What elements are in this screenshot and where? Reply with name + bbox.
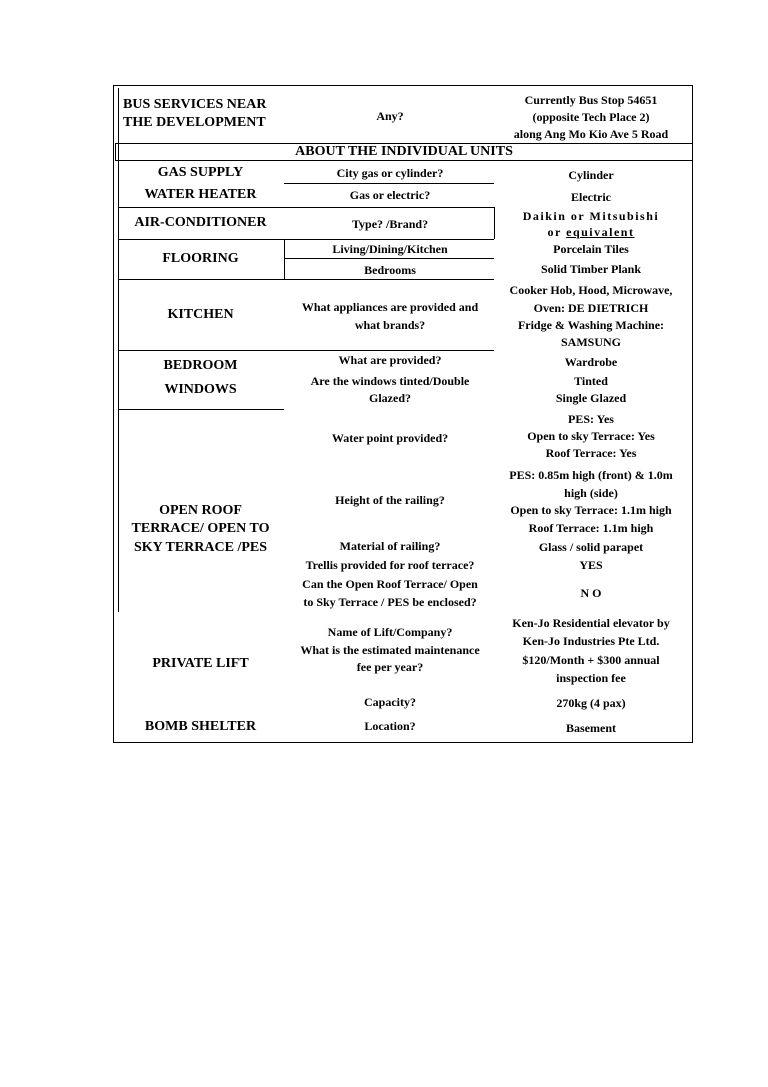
flooring-question-bedrooms: Bedrooms bbox=[364, 263, 416, 277]
flooring-answer-living: Porcelain Tiles bbox=[553, 242, 629, 256]
kitchen-answer-line4: SAMSUNG bbox=[560, 335, 621, 349]
divider bbox=[118, 409, 284, 410]
air-conditioner-label: AIR-CONDITIONER bbox=[134, 215, 267, 230]
terrace-material-answer: Glass / solid parapet bbox=[538, 540, 644, 554]
bomb-shelter-answer: Basement bbox=[566, 721, 616, 735]
windows-answer-line1: Tinted bbox=[574, 374, 608, 388]
air-conditioner-answer-or: or bbox=[547, 225, 562, 239]
kitchen-question-line2: what brands? bbox=[354, 318, 426, 332]
air-conditioner-question: Type? /Brand? bbox=[351, 217, 429, 231]
lift-name-question: Name of Lift/Company? bbox=[327, 625, 453, 639]
private-lift-label: PRIVATE LIFT bbox=[152, 656, 249, 671]
terrace-enclosed-question-line1: Can the Open Roof Terrace/ Open bbox=[302, 577, 478, 591]
section-header: ABOUT THE INDIVIDUAL UNITS bbox=[115, 143, 693, 161]
terrace-label-line1: OPEN ROOF bbox=[159, 503, 242, 518]
terrace-enclosed-answer: N O bbox=[580, 586, 602, 600]
kitchen-label: KITCHEN bbox=[167, 307, 234, 322]
terrace-material-question: Material of railing? bbox=[339, 539, 441, 553]
air-conditioner-answer-line1: Daikin or Mitsubishi bbox=[522, 209, 660, 223]
divider bbox=[118, 279, 494, 280]
bedroom-label: BEDROOM bbox=[163, 358, 238, 373]
column-rule bbox=[494, 207, 495, 239]
lift-answer-line4: inspection fee bbox=[556, 671, 626, 685]
terrace-trellis-question: Trellis provided for roof terrace? bbox=[305, 558, 475, 572]
gas-supply-answer: Cylinder bbox=[568, 168, 614, 182]
divider bbox=[284, 258, 494, 259]
terrace-water-answer-line3: Roof Terrace: Yes bbox=[545, 446, 637, 460]
terrace-height-answer-line1: PES: 0.85m high (front) & 1.0m bbox=[509, 468, 673, 482]
flooring-answer-bedrooms: Solid Timber Plank bbox=[540, 262, 642, 276]
kitchen-answer-line3: Fridge & Washing Machine: bbox=[517, 318, 665, 332]
lift-fee-question-line1: What is the estimated maintenance bbox=[300, 643, 480, 657]
kitchen-question-line1: What appliances are provided and bbox=[301, 300, 479, 314]
windows-label: WINDOWS bbox=[164, 382, 237, 397]
terrace-water-answer-line2: Open to sky Terrace: Yes bbox=[527, 429, 655, 443]
divider bbox=[118, 350, 494, 351]
gas-supply-label: GAS SUPPLY bbox=[157, 165, 244, 180]
terrace-water-answer-line1: PES: Yes bbox=[568, 412, 614, 426]
water-heater-question: Gas or electric? bbox=[349, 188, 431, 202]
divider bbox=[118, 239, 494, 240]
terrace-label-line3: SKY TERRACE /PES bbox=[133, 540, 268, 555]
terrace-height-answer-line2: high (side) bbox=[564, 486, 618, 500]
air-conditioner-answer-equivalent: equivalent bbox=[566, 225, 635, 239]
windows-question-line1: Are the windows tinted/Double bbox=[310, 374, 470, 388]
bus-services-answer-line3: along Ang Mo Kio Ave 5 Road bbox=[513, 127, 669, 141]
air-conditioner-answer-line2 bbox=[496, 223, 686, 241]
lift-answer-line1: Ken-Jo Residential elevator by bbox=[512, 616, 670, 630]
flooring-question-living: Living/Dining/Kitchen bbox=[332, 242, 448, 256]
bus-services-label: BUS SERVICES NEAR THE DEVELOPMENT bbox=[123, 97, 267, 130]
bus-services-answer-line1: Currently Bus Stop 54651 bbox=[524, 93, 658, 107]
lift-capacity-question: Capacity? bbox=[364, 695, 416, 709]
bomb-shelter-label: BOMB SHELTER bbox=[144, 719, 257, 734]
lift-answer-line3: $120/Month + $300 annual bbox=[522, 653, 660, 667]
windows-answer-line2: Single Glazed bbox=[555, 391, 627, 405]
kitchen-answer-line2: Oven: DE DIETRICH bbox=[533, 301, 649, 315]
terrace-height-answer-line3: Open to sky Terrace: 1.1m high bbox=[510, 503, 672, 517]
lift-fee-question-line2: fee per year? bbox=[356, 660, 424, 674]
bomb-shelter-question: Location? bbox=[364, 719, 416, 733]
terrace-height-question: Height of the railing? bbox=[335, 493, 445, 507]
kitchen-answer-line1: Cooker Hob, Hood, Microwave, bbox=[509, 283, 673, 297]
bedroom-question: What are provided? bbox=[338, 353, 442, 367]
windows-question-line2: Glazed? bbox=[369, 391, 411, 405]
bus-services-question: Any? bbox=[376, 109, 404, 123]
water-heater-answer: Electric bbox=[571, 190, 611, 204]
inner-left-rule bbox=[118, 88, 119, 612]
bus-services-answer-line2: (opposite Tech Place 2) bbox=[532, 110, 650, 124]
lift-answer-line2: Ken-Jo Industries Pte Ltd. bbox=[522, 634, 660, 648]
terrace-trellis-answer: YES bbox=[579, 558, 603, 572]
terrace-height-answer-line4: Roof Terrace: 1.1m high bbox=[528, 521, 654, 535]
column-rule bbox=[284, 239, 285, 279]
gas-supply-question: City gas or cylinder? bbox=[336, 166, 444, 180]
divider bbox=[284, 183, 494, 184]
water-heater-label: WATER HEATER bbox=[144, 187, 257, 202]
terrace-label-line2: TERRACE/ OPEN TO bbox=[131, 521, 270, 536]
bedroom-answer: Wardrobe bbox=[564, 355, 618, 369]
terrace-enclosed-question-line2: to Sky Terrace / PES be enclosed? bbox=[303, 595, 477, 609]
flooring-label: FLOORING bbox=[162, 251, 239, 266]
lift-capacity-answer: 270kg (4 pax) bbox=[556, 696, 626, 710]
terrace-water-question: Water point provided? bbox=[331, 431, 449, 445]
divider bbox=[118, 207, 494, 208]
